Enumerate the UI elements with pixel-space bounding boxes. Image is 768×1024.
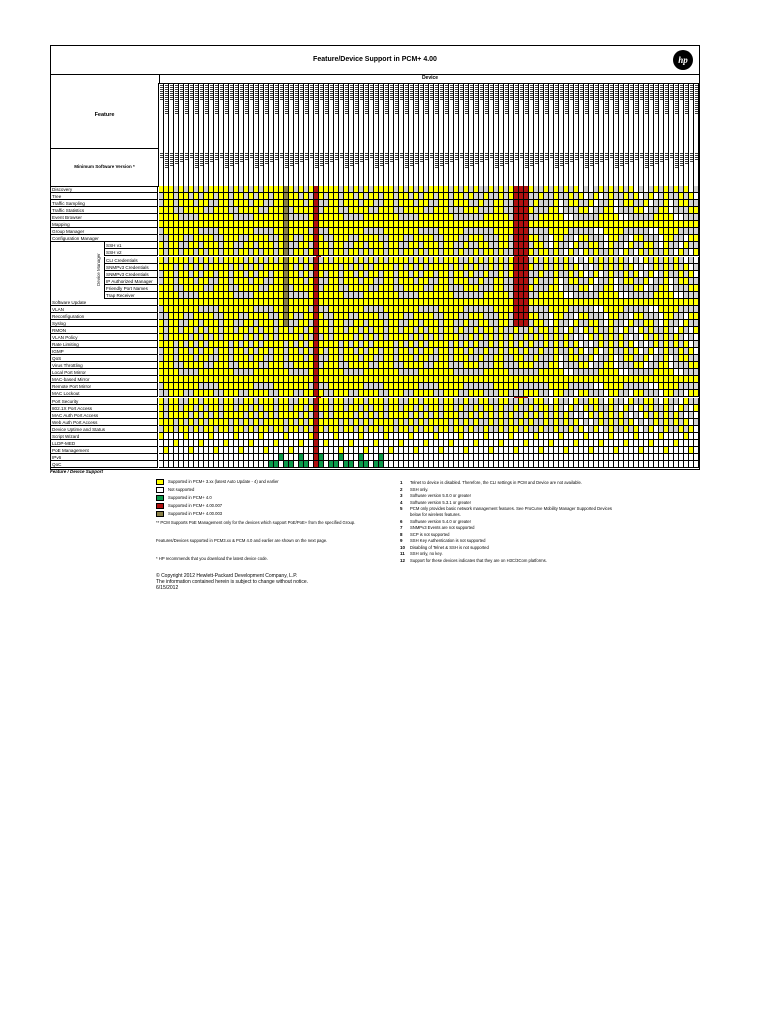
legend-item	[156, 510, 386, 518]
feature-label: Port Security	[51, 398, 158, 405]
note-poe: ** PCM Supports PoE Management only for the devices which support PoE/PoE+ from the specified Group.	[156, 520, 356, 525]
feature-label: VLAN Policy	[51, 334, 158, 341]
support-cell	[694, 278, 699, 285]
footnote-number: 12	[400, 557, 406, 563]
legend-label: Supported in PCM+ 3.xx (latest Auto Update - 4) and earlier	[168, 479, 279, 484]
footnote	[400, 487, 620, 493]
feature-label: SSH v1	[104, 242, 158, 249]
support-grid	[159, 186, 699, 468]
support-cell	[694, 207, 699, 214]
support-cell	[694, 426, 699, 433]
support-cell	[694, 369, 699, 376]
min-software-version-header: Minimum Software Version *	[51, 148, 159, 187]
feature-label: Software Update	[51, 299, 158, 306]
legend-swatch	[156, 495, 164, 501]
footnote	[400, 480, 620, 486]
footnote-text: SSH only, no key.	[410, 551, 443, 556]
support-cell	[694, 461, 699, 468]
support-cell	[694, 405, 699, 412]
feature-label: Mapping	[51, 221, 158, 228]
footnote	[400, 525, 620, 531]
feature-label: Rate Limiting	[51, 341, 158, 348]
support-cell	[694, 398, 699, 405]
footnote	[400, 506, 620, 518]
support-cell	[694, 341, 699, 348]
support-cell	[694, 390, 699, 397]
copyright-date: 6/15/2012	[156, 585, 179, 591]
feature-label: Tree	[51, 193, 158, 200]
legend-item	[156, 494, 386, 502]
legend-item	[156, 502, 386, 510]
footnote-text: SNMPv3 Events are not supported	[410, 525, 475, 530]
footnote-number: 7	[400, 525, 403, 530]
footnote	[400, 545, 620, 551]
feature-label: IP Authorized Manager	[104, 278, 158, 285]
feature-header: Feature	[51, 83, 159, 149]
support-cell	[694, 383, 699, 390]
support-cell	[694, 362, 699, 369]
support-cell	[694, 334, 699, 341]
feature-label: PoE Management	[51, 447, 158, 454]
footnote-text: SSH Key Authentication is not supported	[410, 538, 486, 543]
feature-label: SNMPv3 Credentials	[104, 264, 158, 271]
support-cell	[694, 327, 699, 334]
notes	[156, 520, 386, 574]
support-cell	[694, 454, 699, 461]
footnote	[400, 558, 620, 564]
footnote-number: 3	[400, 493, 403, 498]
feature-label: Remote Port Mirror	[51, 383, 158, 390]
footnote	[400, 493, 620, 499]
device-column-header	[694, 83, 699, 186]
legend-label: Not supported	[168, 487, 195, 492]
note-recommend: * HP recommends that you download the latest device code.	[156, 556, 268, 561]
legend-swatch	[156, 479, 164, 485]
footnote-number: 4	[400, 499, 403, 505]
footnote-number: 11	[400, 551, 405, 556]
support-cell	[694, 221, 699, 228]
footnote	[400, 500, 620, 506]
feature-label: Device Uptime and Status	[51, 426, 158, 433]
feature-label: MAC Auth Port Access	[51, 412, 158, 419]
support-cell	[694, 440, 699, 447]
feature-label: Web Auth Port Access	[51, 419, 158, 426]
feature-label: Syslog	[51, 320, 158, 327]
support-cell	[694, 412, 699, 419]
footnote-number: 1	[400, 480, 403, 485]
feature-label: MAC-based Mirror	[51, 376, 158, 383]
footnote-text: Support for these devices indicates that they are on H3C/3Com platforms.	[410, 557, 547, 563]
footnotes	[400, 480, 620, 564]
footnote-number: 6	[400, 518, 403, 524]
footnote-number: 5	[400, 506, 403, 511]
feature-label: Local Port Mirror	[51, 369, 158, 376]
footnote-text: SSH only.	[410, 486, 429, 492]
legend-swatch	[156, 487, 164, 493]
copyright-line: The information contained herein is subject to change without notice.	[156, 579, 309, 585]
feature-label: LLDP-MED	[51, 440, 158, 447]
legend-label: Supported in PCM+ 4.0	[168, 495, 212, 500]
feature-label: IPv6	[51, 454, 158, 461]
feature-label: VLAN	[51, 306, 158, 313]
feature-label: QoC	[51, 461, 158, 468]
device-name-columns	[159, 83, 699, 187]
support-cell	[694, 264, 699, 271]
footnote	[400, 538, 620, 544]
device-manager-group-label: Device Manager	[96, 253, 101, 286]
feature-label: Traffic Statistics	[51, 207, 158, 214]
support-cell	[694, 193, 699, 200]
footnote-text: Software version 5.3.1 or greater	[410, 499, 471, 505]
feature-label: Trap Receiver	[104, 292, 158, 299]
feature-label: CLI Credentials	[104, 257, 158, 264]
legend-swatch	[156, 511, 164, 517]
support-cell	[694, 313, 699, 320]
legend-swatch	[156, 503, 164, 509]
footer-label: Feature / Device Support	[50, 469, 104, 474]
support-cell	[694, 214, 699, 221]
footnote	[400, 532, 620, 538]
footnote	[400, 519, 620, 525]
footnote-text: Software version 5.4.0 or greater	[410, 518, 471, 524]
feature-label: Event Browser	[51, 214, 158, 221]
support-cell	[694, 433, 699, 440]
footnote-text: Software version 5.0.0 or greater	[410, 493, 471, 498]
feature-label: Configuration Manager	[51, 235, 158, 242]
support-cell	[694, 306, 699, 313]
support-cell	[694, 355, 699, 362]
support-cell	[694, 249, 699, 256]
device-header: Device	[159, 74, 700, 84]
support-cell	[694, 376, 699, 383]
feature-support-sheet	[50, 45, 700, 470]
support-cell	[694, 419, 699, 426]
footnote-text: Disabling of Telnet & SSH is not supported	[410, 544, 489, 550]
legend-label: Supported in PCM+ 4.00.007	[168, 503, 223, 508]
footnote-number: 10	[400, 544, 406, 550]
legend-item	[156, 478, 386, 486]
note-next-page: Features/Devices supported in PCM3.xx & PCM 4.0 and earlier are shown on the next page.	[156, 538, 328, 543]
feature-label: Friendly Port Names	[104, 285, 158, 292]
copyright	[156, 573, 308, 591]
copyright-line: © Copyright 2012 Hewlett-Packard Development Company, L.P.	[156, 573, 298, 579]
feature-label: Reconfiguration	[51, 313, 158, 320]
footnote-number: 8	[400, 531, 403, 537]
support-cell	[694, 447, 699, 454]
support-cell	[694, 257, 699, 264]
feature-label: SNMPv3 Credentials	[104, 271, 158, 278]
support-cell	[694, 186, 699, 193]
legend	[156, 478, 386, 518]
footnote-text: Telnet to device is disabled. Therefore, the CLI settings in PCM and Device are not available.	[410, 480, 582, 485]
footnote-number: 2	[400, 486, 403, 492]
feature-label: RMON	[51, 327, 158, 334]
legend-label: Supported in PCM+ 4.00.003	[168, 511, 223, 516]
hp-logo: hp	[673, 50, 693, 70]
support-cell	[694, 200, 699, 207]
support-cell	[694, 285, 699, 292]
feature-label: QoS	[51, 355, 158, 362]
support-cell	[694, 228, 699, 235]
footnote	[400, 551, 620, 557]
feature-label: SSH v2	[104, 249, 158, 256]
feature-label: Traffic Sampling	[51, 200, 158, 207]
support-cell	[694, 242, 699, 249]
footnote-text: SCP is not supported	[410, 531, 450, 537]
support-cell	[694, 292, 699, 299]
footnote-text: PCM only provides basic network management features. See ProCurve Mobility Manager Supported Devices below for wireless features.	[410, 506, 613, 517]
support-cell	[694, 299, 699, 306]
feature-label: Script Wizard	[51, 433, 158, 440]
support-cell	[694, 320, 699, 327]
feature-label: MAC Lockout	[51, 390, 158, 397]
support-cell	[694, 348, 699, 355]
feature-label: IGMP	[51, 348, 158, 355]
feature-label: Discovery	[51, 186, 158, 193]
support-cell	[694, 271, 699, 278]
legend-item	[156, 486, 386, 494]
feature-label: Group Manager	[51, 228, 158, 235]
feature-label: Virus Throttling	[51, 362, 158, 369]
feature-label: 802.1X Port Access	[51, 405, 158, 412]
support-cell	[694, 235, 699, 242]
footnote-number: 9	[400, 538, 403, 543]
sheet-title: Feature/Device Support in PCM+ 4.00	[51, 46, 699, 75]
